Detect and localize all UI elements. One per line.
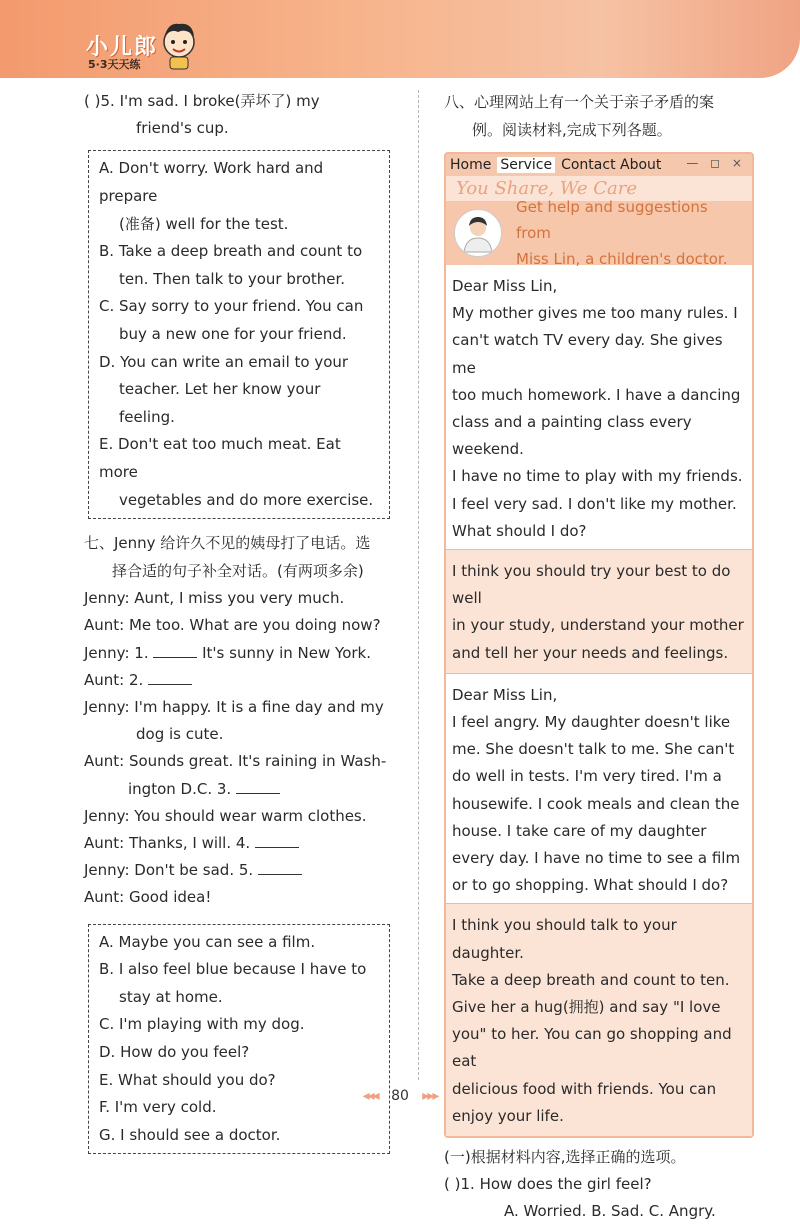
- question-1: ( )1. How does the girl feel?: [444, 1175, 652, 1194]
- option-e: E. Don't eat too much meat. Eat more: [99, 435, 341, 481]
- section-8-title: 八、心理网站上有一个关于亲子矛盾的案: [444, 93, 715, 111]
- option-d-cont: teacher. Let her know your feeling.: [119, 380, 321, 426]
- letter-2: Dear Miss Lin, I feel angry. My daughter doesn't like me. She doesn't talk to me. She can't do well in tests. I'm very tired. I'm a housewife. I cook meals and clean the house. I take care of my daughter every day. I have no time to see a film or to go shopping. What should I do?: [446, 674, 752, 905]
- brand-subtitle: 5·3天天练: [88, 58, 141, 71]
- options-box-2: [88, 924, 390, 1155]
- boy-mascot-icon: [158, 20, 200, 72]
- option-b: B. I also feel blue because I have to: [99, 960, 367, 979]
- dialog-line: Aunt: Sounds great. It's raining in Wash-: [84, 752, 387, 771]
- website-card: [444, 152, 754, 1138]
- option-c-cont: buy a new one for your friend.: [119, 324, 347, 343]
- blank-5[interactable]: [258, 860, 302, 875]
- letter-1: Dear Miss Lin, My mother gives me too many rules. I can't watch TV every day. She gives me too much homework. I have a dancing class and a painting class every weekend. I have no time to play with my friends. I feel very sad. I don't like my mother. What should I do?: [446, 265, 752, 550]
- next-arrows-icon: ▸▸▸: [422, 1088, 438, 1104]
- dialog-line: Jenny: You should wear warm clothes.: [84, 806, 367, 825]
- doctor-intro: [446, 198, 752, 268]
- dialog-line: Jenny: Don't be sad. 5.: [84, 857, 394, 884]
- blank-2[interactable]: [148, 670, 192, 685]
- tab-contact-about[interactable]: Contact About: [561, 157, 662, 173]
- answer-paren[interactable]: ( ): [444, 1175, 461, 1194]
- dialog-line: Jenny: Aunt, I miss you very much.: [84, 589, 345, 608]
- reply-1: I think you should try your best to do well in your study, understand your mother and tell her your needs and feelings.: [446, 550, 752, 674]
- page-footer: [0, 1088, 800, 1104]
- left-column: [84, 88, 394, 1164]
- option-e: E. What should you do?: [99, 1070, 276, 1089]
- prev-arrows-icon: ◂◂◂: [362, 1088, 378, 1104]
- section-7-title-cont: 择合适的句子补全对话。(有两项多余): [112, 562, 364, 581]
- question-5: ( )5. I'm sad. I broke(弄坏了) my: [84, 92, 320, 110]
- option-g: G. I should see a doctor.: [99, 1125, 281, 1144]
- dialog-line: Aunt: Thanks, I will. 4.: [84, 830, 394, 857]
- column-divider: [418, 90, 419, 1080]
- right-column: [444, 88, 754, 1225]
- blank-1[interactable]: [153, 643, 197, 658]
- dialog-line: dog is cute.: [136, 725, 224, 744]
- dialog-line: ington D.C. 3.: [84, 776, 394, 803]
- section-7-title: 七、Jenny 给许久不见的姨母打了电话。选: [84, 534, 371, 553]
- blank-3[interactable]: [236, 779, 280, 794]
- option-c: C. Say sorry to your friend. You can: [99, 297, 364, 316]
- option-b: B. Take a deep breath and count to: [99, 242, 363, 261]
- dialog-line: Aunt: Me too. What are you doing now?: [84, 616, 381, 635]
- tab-service[interactable]: Service: [497, 157, 555, 173]
- option-a: A. Maybe you can see a film.: [99, 932, 316, 951]
- options-box-1: [88, 150, 390, 519]
- dialog: [84, 585, 394, 911]
- dialog-line: Jenny: I'm happy. It is a fine day and my: [84, 697, 384, 716]
- option-b-cont: stay at home.: [119, 987, 223, 1006]
- dialog-line: Aunt: 2.: [84, 667, 394, 694]
- option-a: A. Don't worry. Work hard and prepare: [99, 159, 324, 205]
- question-1-options: A. Worried. B. Sad. C. Angry.: [504, 1202, 716, 1221]
- option-d: D. How do you feel?: [99, 1042, 250, 1061]
- option-f: F. I'm very cold.: [99, 1098, 217, 1117]
- website-nav: [446, 154, 752, 176]
- site-slogan: You Share, We Care: [446, 176, 752, 201]
- tab-home[interactable]: Home: [450, 157, 492, 173]
- option-e-cont: vegetables and do more exercise.: [119, 490, 374, 509]
- question-5-cont: friend's cup.: [136, 119, 229, 138]
- window-controls-icon[interactable]: — ◻ ×: [686, 156, 746, 170]
- doctor-text: Get help and suggestions from Miss Lin, a children's doctor.: [516, 198, 728, 268]
- option-b-cont: ten. Then talk to your brother.: [119, 269, 346, 288]
- dialog-line: Aunt: Good idea!: [84, 888, 212, 907]
- answer-paren[interactable]: ( ): [84, 92, 101, 110]
- header-banner: [0, 0, 800, 78]
- dialog-line: Jenny: 1. It's sunny in New York.: [84, 643, 372, 662]
- part-1-title: (一)根据材料内容,选择正确的选项。: [444, 1148, 686, 1167]
- page-number: 80: [391, 1088, 409, 1104]
- blank-4[interactable]: [255, 833, 299, 848]
- option-d: D. You can write an email to your: [99, 352, 349, 371]
- option-c: C. I'm playing with my dog.: [99, 1015, 305, 1034]
- option-a-cont: (准备) well for the test.: [119, 214, 289, 233]
- reply-2: I think you should talk to your daughter. Take a deep breath and count to ten. Give her a hug(拥抱) and say "I love you" to her. You can go shopping and eat delicious food with friends. You can enjoy your life.: [446, 904, 752, 1136]
- brand-logo: 小儿郎: [86, 35, 159, 60]
- doctor-avatar-icon: [454, 209, 502, 257]
- section-8-title-cont: 例。阅读材料,完成下列各题。: [472, 121, 672, 139]
